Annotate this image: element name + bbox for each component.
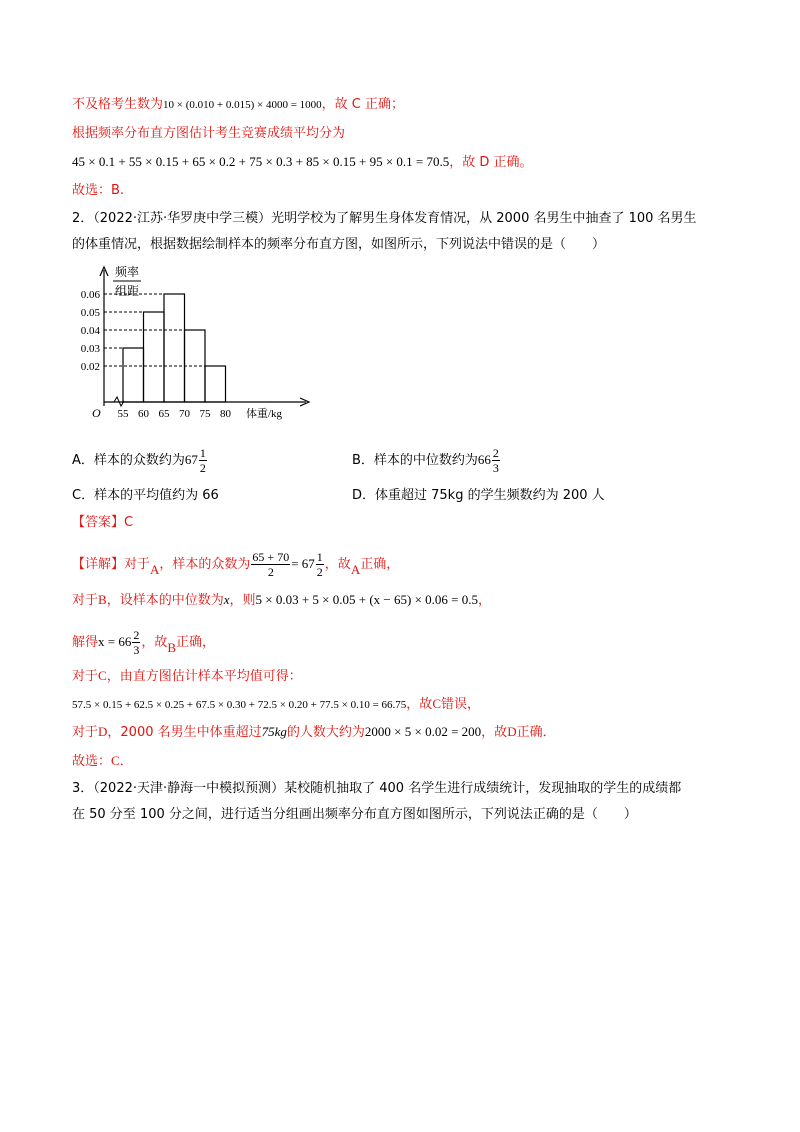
detail-line-2: [72, 591, 491, 610]
fraction-denominator: 2: [199, 461, 206, 475]
y-label-numerator: 频率: [115, 265, 140, 279]
fraction-numerator: 1: [316, 550, 323, 564]
x-tick-label: 65: [158, 408, 170, 420]
histogram-bar: [164, 294, 185, 402]
text: 的人数大约为: [286, 725, 365, 740]
text: 解得: [72, 635, 99, 650]
detail-line-7: [72, 752, 133, 771]
option-b-label: B．样本的中位数约为: [352, 453, 478, 468]
option-ref: B: [98, 592, 107, 607]
y-label-denominator: 组距: [115, 284, 140, 298]
option-a[interactable]: [72, 446, 208, 475]
text: 故选：: [72, 754, 112, 769]
x-tick-label: 60: [138, 408, 149, 420]
text: 正确，: [360, 557, 400, 572]
question-3-line-1: 3．（2022·天津·静海一中模拟预测）某校随机抽取了 400 名学生进行成绩统计，发现抽取的学生的成绩都: [72, 781, 682, 796]
detail-line-4: [72, 667, 302, 686]
detail-line-5: [72, 695, 480, 714]
option-a-whole: 67: [184, 452, 198, 467]
x-tick-label: 55: [117, 408, 129, 420]
formula: 2000 × 5 × 0.02 = 200: [364, 724, 482, 739]
formula: 57.5 × 0.15 + 62.5 × 0.25 + 67.5 × 0.30 + 72.5 × 0.20 + 77.5 × 0.10 = 66.75: [72, 699, 407, 711]
question-3-line-2: 在 50 分至 100 分之间，进行适当分组画出频率分布直方图如图所示，下列说法正确的是（ ）: [72, 807, 637, 822]
prev-solution-line-2: 根据频率分布直方图估计考生竞赛成绩平均分为: [72, 126, 346, 141]
option-ref: C: [111, 753, 120, 768]
text: 不及格考生数为: [72, 97, 164, 112]
fraction-denominator: 2: [267, 565, 274, 579]
text: 正确，: [176, 635, 216, 650]
fraction: [316, 550, 324, 579]
x-axis-label: 体重/kg: [246, 408, 283, 420]
fraction-denominator: 3: [492, 461, 499, 475]
option-ref: A: [150, 562, 160, 577]
question-2-line-2: 的体重情况，根据数据绘制样本的频率分布直方图，如图所示，下列说法中错误的是（ ）: [72, 237, 606, 252]
detail-line-3: [72, 628, 215, 657]
text: 对于: [72, 669, 99, 684]
origin-label: O: [92, 406, 101, 420]
prev-answer-line: 故选：B.: [72, 183, 125, 198]
option-d[interactable]: D．体重超过 75kg 的学生频数约为 200 人: [352, 488, 605, 503]
option-ref: D: [507, 724, 517, 739]
text: 正确．: [516, 725, 556, 740]
option-ref: D: [98, 724, 108, 739]
text: ，: [477, 593, 491, 608]
text: ，则: [229, 593, 256, 608]
histogram-bar: [123, 348, 144, 402]
y-tick-label: 0.06: [80, 289, 100, 301]
option-b[interactable]: [352, 446, 501, 475]
x-tick-label: 70: [179, 408, 190, 420]
text: ，故: [481, 725, 508, 740]
text: ，故: [324, 557, 351, 572]
text: ，故: [406, 697, 433, 712]
text: 对于: [72, 725, 99, 740]
formula: 10 × (0.010 + 0.015) × 4000 = 1000: [163, 99, 322, 111]
question-2-line-1: 2．（2022·江苏·华罗庚中学三模）光明学校为了解男生身体发育情况，从 2000 名男生中抽查了 100 名男生: [72, 211, 697, 226]
option-ref: A: [350, 562, 361, 577]
formula: 5 × 0.03 + 5 × 0.05 + (x − 65) × 0.06 = 0.5: [255, 592, 478, 607]
formula: = 67: [291, 556, 315, 571]
answer-line: 【答案】C: [72, 515, 134, 530]
text: ，样本的众数为: [159, 557, 251, 572]
text: 对于: [72, 593, 99, 608]
fraction-numerator: 2: [133, 628, 140, 642]
fraction-denominator: 2: [316, 565, 323, 579]
fraction-numerator: 65 + 70: [252, 550, 290, 564]
detail-line-1: [72, 550, 399, 579]
x-tick-label: 80: [220, 408, 231, 420]
text: ，2000 名男生中体重超过: [107, 725, 262, 740]
formula: 45 × 0.1 + 55 × 0.15 + 65 × 0.2 + 75 × 0.3 + 85 × 0.15 + 95 × 0.1 = 70.5: [72, 154, 450, 169]
text: ．: [119, 754, 133, 769]
prev-solution-line-3: [72, 153, 533, 172]
variable: x: [223, 592, 230, 607]
text: ，故 C 正确；: [321, 97, 404, 112]
fraction-numerator: 2: [492, 446, 499, 460]
histogram-bar: [144, 312, 165, 402]
text: 【详解】对于: [72, 557, 151, 572]
prev-solution-line-1: [72, 96, 404, 114]
option-c[interactable]: C．样本的平均值约为 66: [72, 488, 219, 503]
y-tick-label: 0.04: [80, 325, 100, 337]
fraction: [132, 628, 140, 657]
text: ，设样本的中位数为: [106, 593, 224, 608]
detail-line-6: [72, 723, 556, 742]
formula: x = 66: [98, 634, 132, 649]
text: ，故: [141, 635, 168, 650]
x-tick-label: 75: [199, 408, 211, 420]
histogram-bar: [205, 366, 226, 402]
y-tick-label: 0.02: [80, 361, 100, 373]
option-ref: C: [432, 696, 441, 711]
option-b-fraction: [492, 446, 500, 475]
weight-value: 75kg: [261, 724, 287, 739]
fraction-denominator: 3: [133, 643, 140, 657]
weight-histogram: [78, 262, 318, 432]
text: ，故 D 正确。: [449, 155, 533, 170]
option-ref: B: [167, 640, 177, 655]
fraction: [251, 550, 290, 579]
text: ，由直方图估计样本平均值可得：: [106, 669, 302, 684]
y-tick-label: 0.03: [80, 343, 100, 355]
option-a-fraction: [199, 446, 207, 475]
option-a-label: A．样本的众数约为: [72, 453, 185, 468]
text: 错误，: [440, 697, 480, 712]
option-b-whole: 66: [477, 452, 491, 467]
fraction-numerator: 1: [199, 446, 206, 460]
option-ref: C: [98, 668, 107, 683]
y-tick-label: 0.05: [80, 307, 100, 319]
